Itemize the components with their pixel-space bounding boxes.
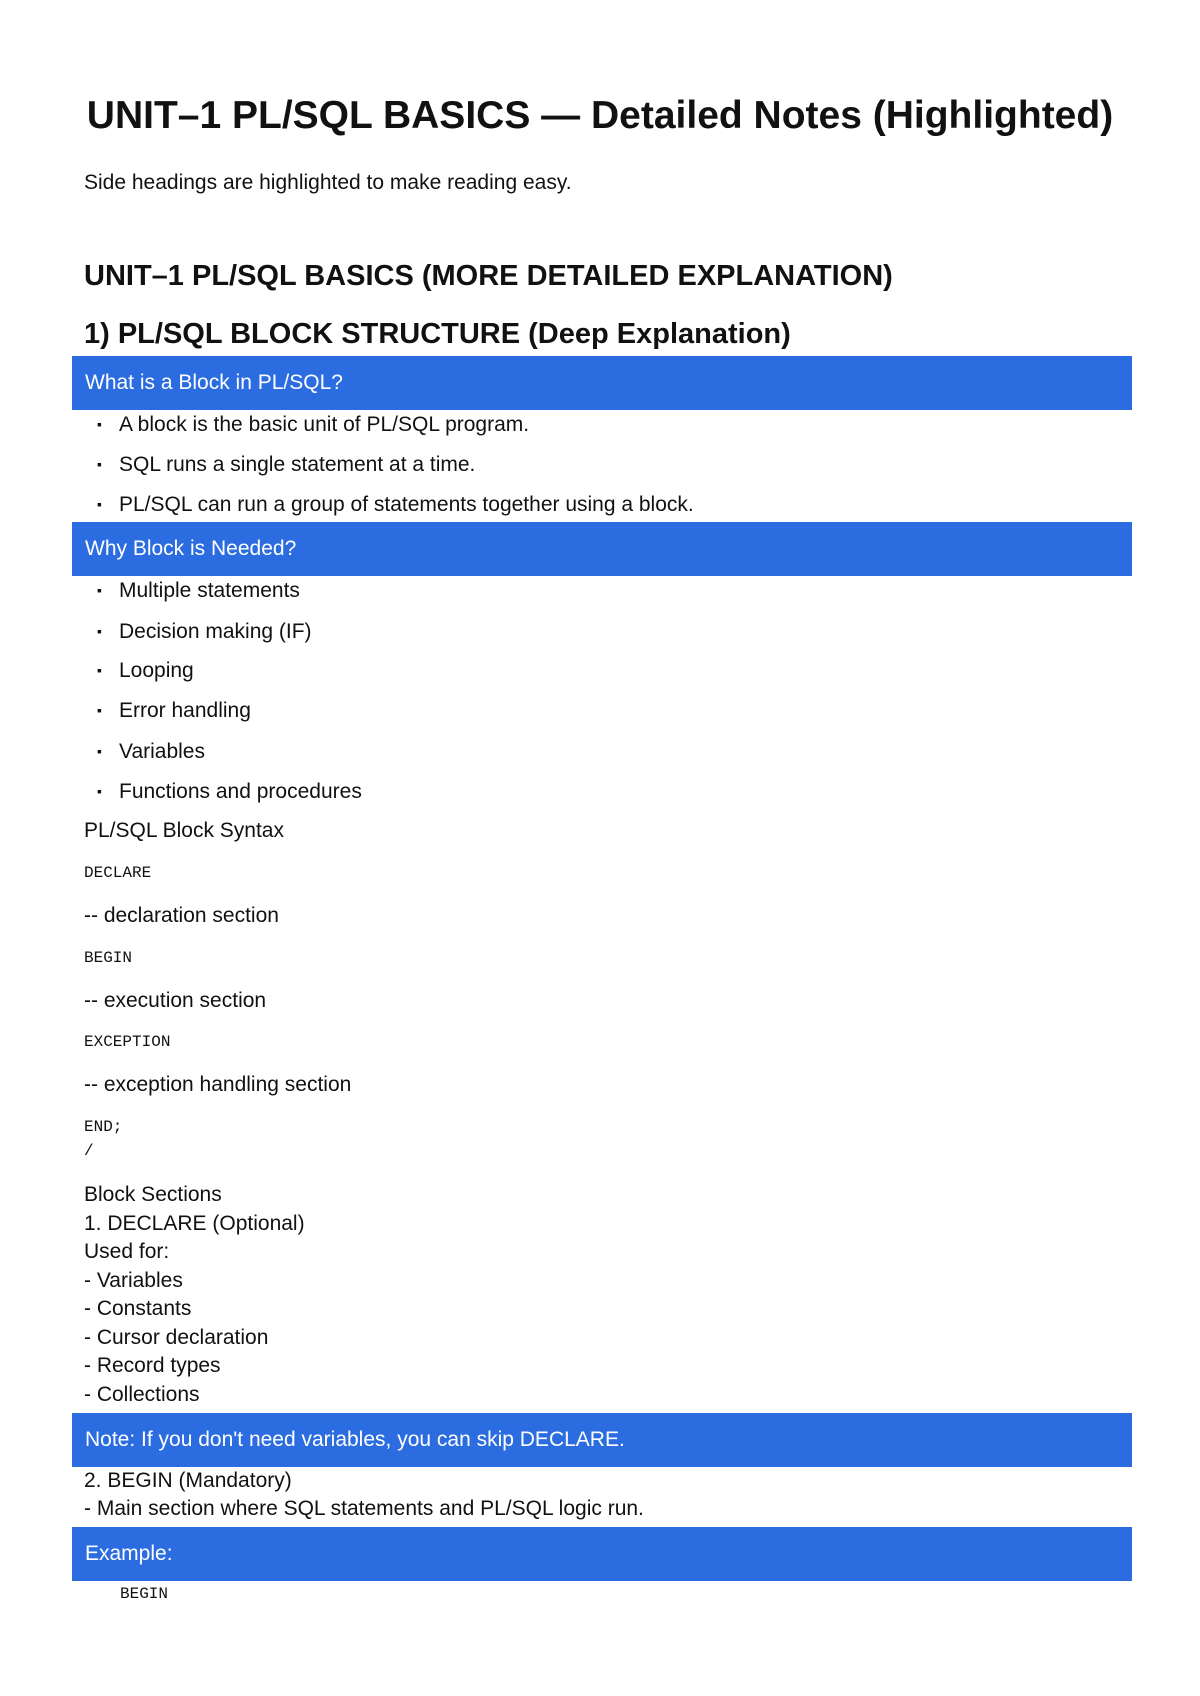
bullet-icon: ▪ <box>97 662 102 678</box>
bullet-icon: ▪ <box>97 623 102 639</box>
list-item-text: Multiple statements <box>119 579 300 602</box>
bullet-icon: ▪ <box>97 496 102 512</box>
begin-section-title: 2. BEGIN (Mandatory) <box>84 1469 292 1492</box>
highlight-heading-why-block: Why Block is Needed? <box>72 522 1132 576</box>
list-item-text: SQL runs a single statement at a time. <box>119 453 476 476</box>
list-item <box>97 696 251 725</box>
code-end: END; <box>84 1118 123 1136</box>
code-begin: BEGIN <box>84 949 133 967</box>
note-band: Note: If you don't need variables, you can skip DECLARE. <box>72 1413 1132 1467</box>
list-item: - Constants <box>84 1297 192 1320</box>
list-item-text: PL/SQL can run a group of statements together using a block. <box>119 493 694 516</box>
list-item-text: A block is the basic unit of PL/SQL program. <box>119 413 530 436</box>
bullet-icon: ▪ <box>97 582 102 598</box>
list-item: - Collections <box>84 1383 200 1406</box>
list-item-text: Error handling <box>119 699 251 722</box>
block-sections-label: Block Sections <box>84 1183 222 1206</box>
bullet-icon: ▪ <box>97 456 102 472</box>
list-item <box>97 777 362 806</box>
intro-text: Side headings are highlighted to make reading easy. <box>84 171 572 194</box>
document-title: UNIT–1 PL/SQL BASICS — Detailed Notes (Highlighted) <box>86 94 1114 137</box>
bullet-icon: ▪ <box>97 743 102 759</box>
list-item <box>97 450 475 479</box>
bullet-icon: ▪ <box>97 783 102 799</box>
list-item: - Cursor declaration <box>84 1326 269 1349</box>
list-item <box>97 576 300 605</box>
code-exception: EXCEPTION <box>84 1033 171 1051</box>
list-item <box>97 617 312 646</box>
list-item-text: Decision making (IF) <box>119 620 312 643</box>
bullet-icon: ▪ <box>97 702 102 718</box>
section-heading: UNIT–1 PL/SQL BASICS (MORE DETAILED EXPLANATION) <box>84 260 893 292</box>
declare-section-title: 1. DECLARE (Optional) <box>84 1212 305 1235</box>
begin-section-desc: - Main section where SQL statements and PL/SQL logic run. <box>84 1497 644 1520</box>
list-item: - Variables <box>84 1269 183 1292</box>
code-comment-declaration: -- declaration section <box>84 904 279 927</box>
syntax-label: PL/SQL Block Syntax <box>84 819 284 842</box>
code-comment-exception: -- exception handling section <box>84 1073 352 1096</box>
example-code: BEGIN <box>120 1585 169 1603</box>
list-item-text: Variables <box>119 740 205 763</box>
code-declare: DECLARE <box>84 864 152 882</box>
list-item-text: Functions and procedures <box>119 780 362 803</box>
list-item-text: Looping <box>119 659 194 682</box>
highlight-heading-what-is-block: What is a Block in PL/SQL? <box>72 356 1132 410</box>
list-item <box>97 490 694 519</box>
subsection-heading: 1) PL/SQL BLOCK STRUCTURE (Deep Explanation) <box>84 318 791 350</box>
list-item <box>97 410 529 439</box>
code-slash: / <box>84 1142 94 1160</box>
example-band: Example: <box>72 1527 1132 1581</box>
used-for-label: Used for: <box>84 1240 170 1263</box>
code-comment-execution: -- execution section <box>84 989 267 1012</box>
list-item <box>97 737 205 766</box>
list-item <box>97 656 194 685</box>
bullet-icon: ▪ <box>97 416 102 432</box>
list-item: - Record types <box>84 1354 221 1377</box>
